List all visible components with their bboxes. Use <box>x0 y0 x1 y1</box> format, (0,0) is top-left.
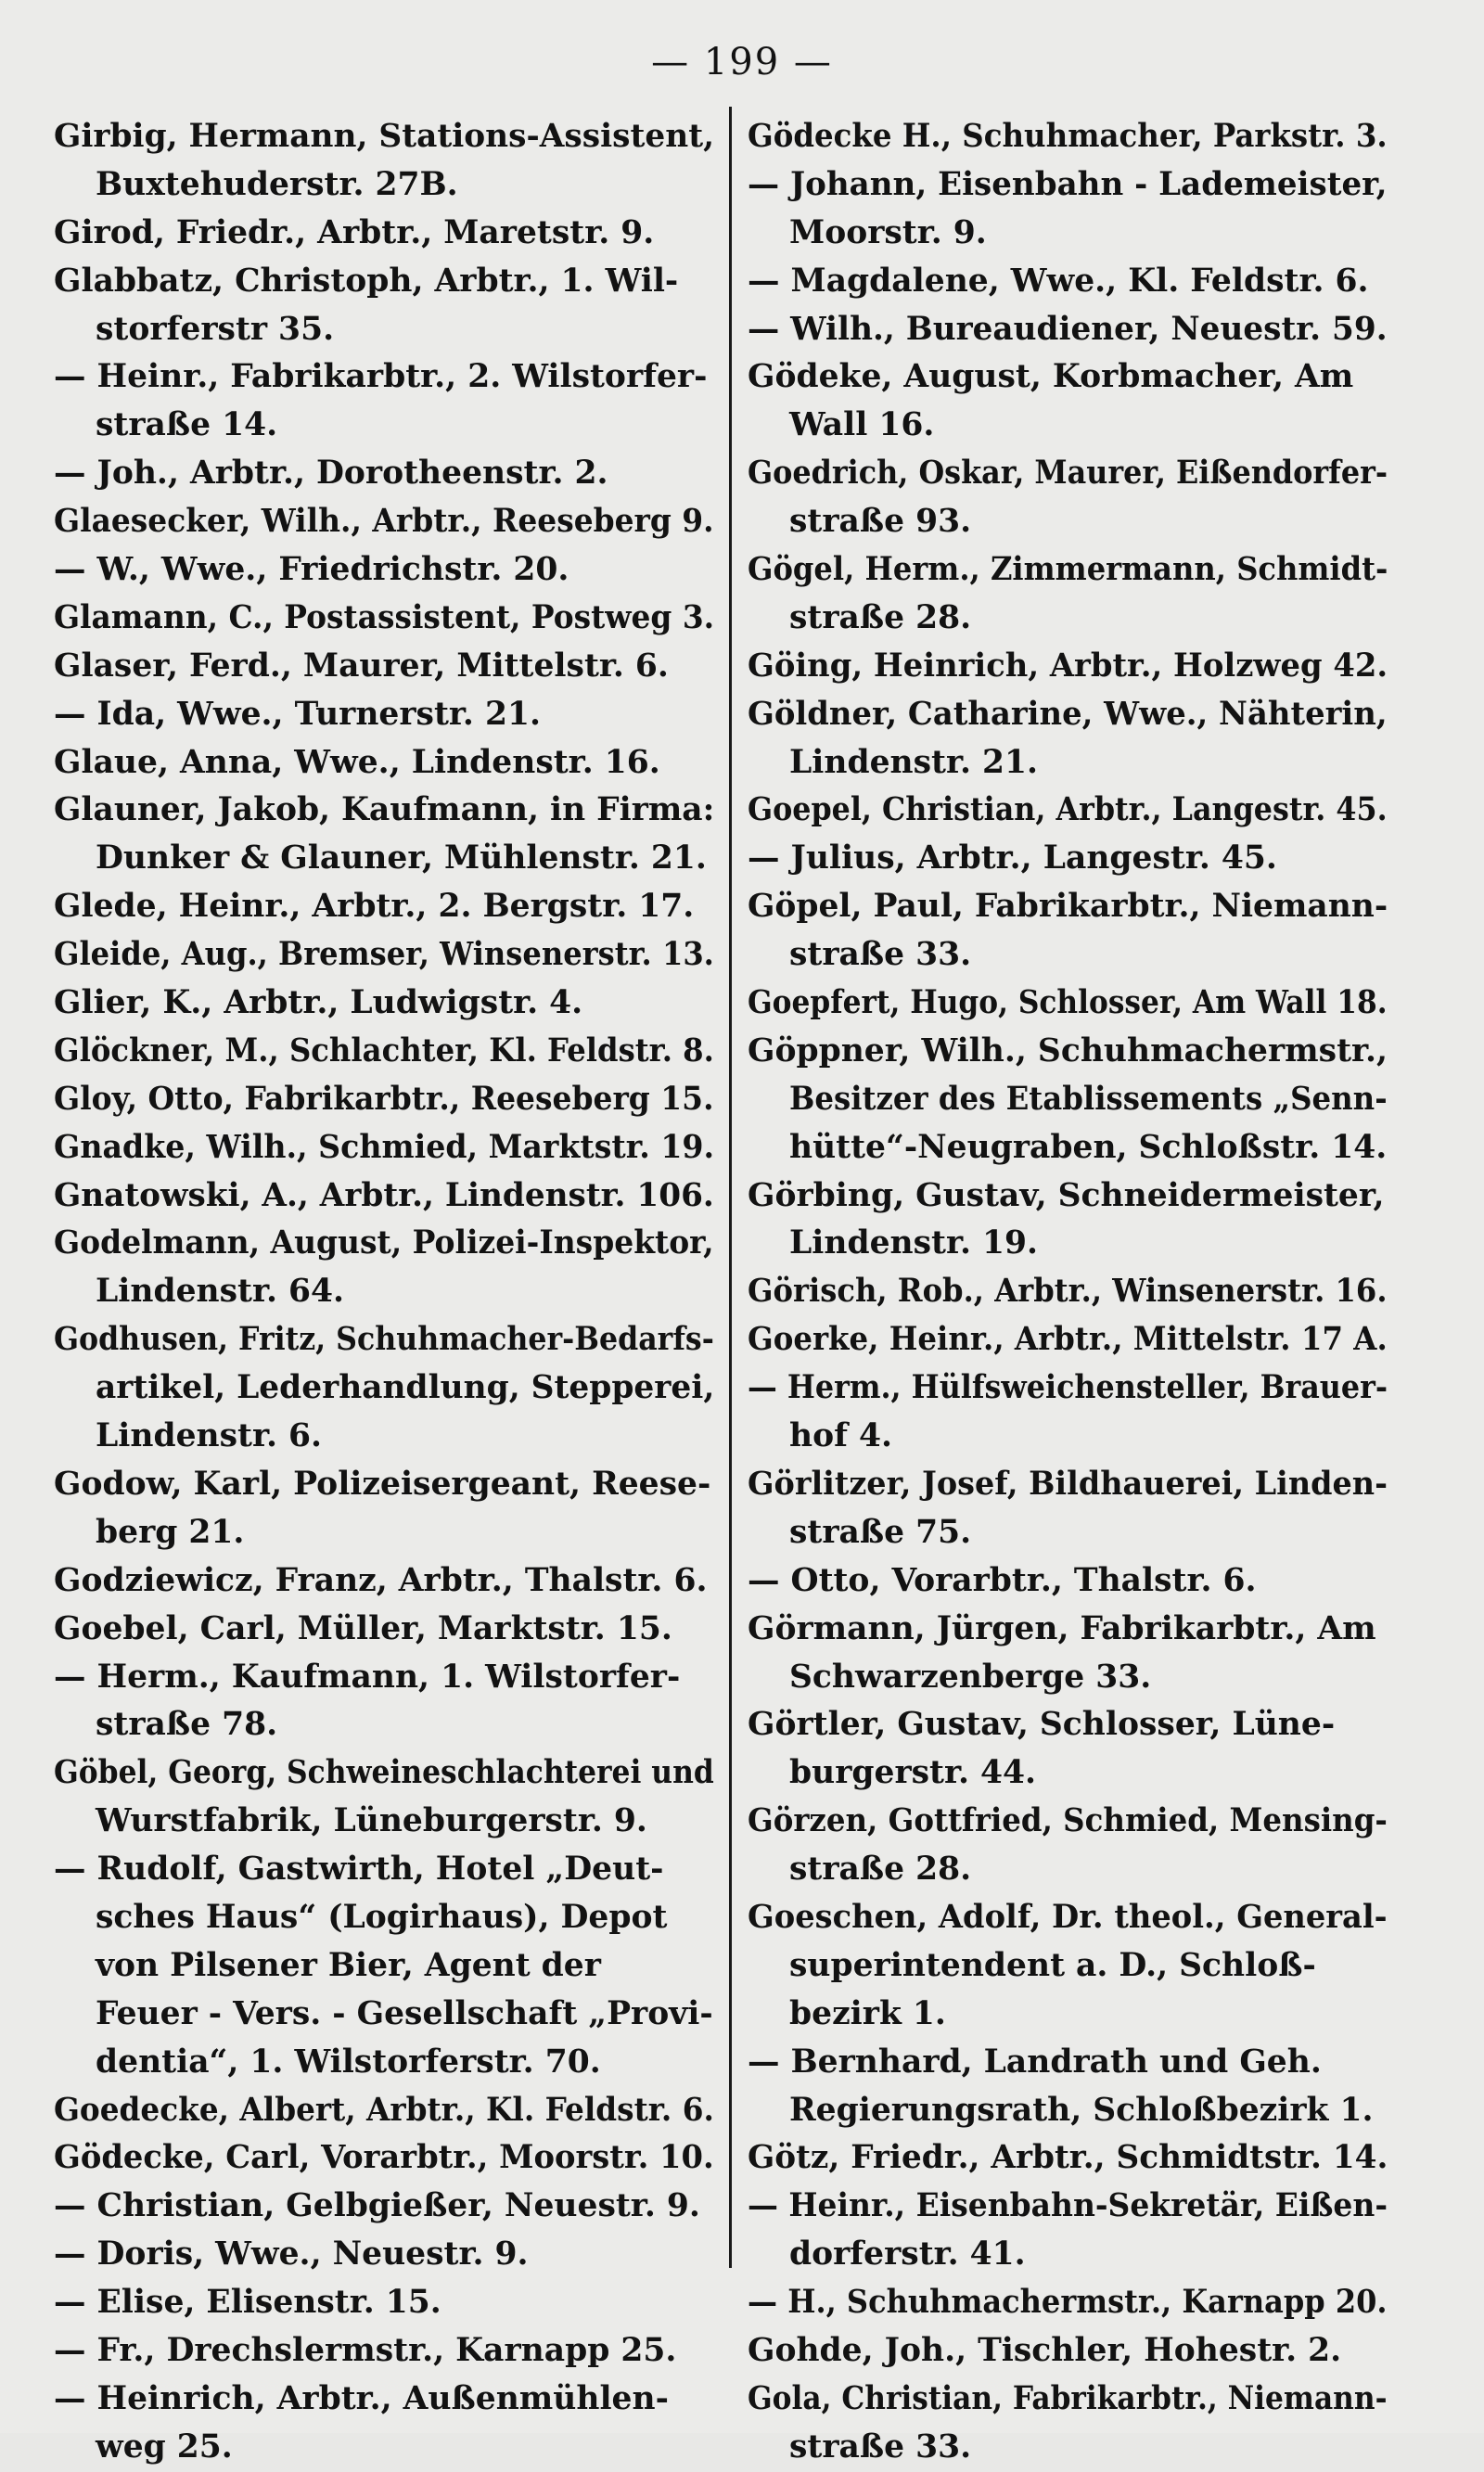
directory-entry <box>748 1701 1388 1798</box>
directory-entry <box>54 546 714 595</box>
entry-line: Godelmann, August, Polizei-Inspektor, <box>54 1224 714 1262</box>
directory-entry <box>748 1606 1388 1702</box>
entry-continuation-line: burgerstr. 44. <box>789 1754 1037 1792</box>
entry-line: Goepfert, Hugo, Schlosser, Am Wall 18. <box>748 984 1388 1022</box>
directory-entry <box>748 113 1388 161</box>
directory-entry <box>748 980 1388 1028</box>
entry-continuation-line: bezirk 1. <box>789 1994 946 2032</box>
directory-entry <box>54 258 714 354</box>
entry-continuation-line: Lindenstr. 19. <box>789 1224 1039 1262</box>
entry-line: — Ida, Wwe., Turnerstr. 21. <box>54 695 541 733</box>
entry-line: Godziewicz, Franz, Arbtr., Thalstr. 6. <box>54 1561 708 1599</box>
entry-continuation-line: Wall 16. <box>789 406 935 444</box>
directory-entry <box>748 2376 1388 2472</box>
entry-line: Göbel, Georg, Schweineschlachterei und <box>54 1754 714 1792</box>
directory-entry <box>748 2183 1388 2279</box>
entry-continuation-line: Lindenstr. 6. <box>96 1417 323 1455</box>
entry-line: Glaue, Anna, Wwe., Lindenstr. 16. <box>54 743 660 781</box>
entry-line: Goeschen, Adolf, Dr. theol., General- <box>748 1898 1388 1936</box>
directory-entry <box>54 2231 714 2279</box>
entry-line: Gleide, Aug., Bremser, Winsenerstr. 13. <box>54 936 714 974</box>
directory-entry <box>54 353 714 450</box>
entry-line: — H., Schuhmachermstr., Karnapp 20. <box>748 2284 1388 2322</box>
left-column <box>54 113 714 2472</box>
entry-line: — Otto, Vorarbtr., Thalstr. 6. <box>748 1561 1257 1599</box>
entry-line: Görisch, Rob., Arbtr., Winsenerstr. 16. <box>748 1273 1388 1311</box>
entry-continuation-line: straße 28. <box>789 1851 972 1889</box>
directory-entry <box>748 1316 1388 1364</box>
entry-continuation-line: straße 28. <box>789 598 972 636</box>
directory-entry <box>748 1268 1388 1316</box>
directory-entry <box>54 883 714 931</box>
entry-line: — Rudolf, Gastwirth, Hotel „Deut- <box>54 1851 664 1889</box>
directory-entry <box>748 883 1388 980</box>
entry-line: Göppner, Wilh., Schuhmachermstr., <box>748 1031 1388 1069</box>
entry-line: Görtler, Gustav, Schlosser, Lüne- <box>748 1706 1336 1744</box>
entry-line: Görmann, Jürgen, Fabrikarbtr., Am <box>748 1609 1376 1647</box>
entry-line: Göldner, Catharine, Wwe., Nähterin, <box>748 695 1388 733</box>
entry-continuation-line: hof 4. <box>789 1417 892 1455</box>
entry-continuation-line: Buxtehuderstr. 27B. <box>96 165 458 203</box>
directory-entry <box>748 691 1388 788</box>
page-number: — 199 — <box>651 41 833 83</box>
directory-entry <box>748 1461 1388 1557</box>
entry-continuation-line: Wurstfabrik, Lüneburgerstr. 9. <box>96 1802 647 1840</box>
entry-line: — Herm., Hülfsweichensteller, Brauer- <box>748 1369 1388 1407</box>
entry-line: Gola, Christian, Fabrikarbtr., Niemann- <box>748 2379 1388 2417</box>
directory-entry <box>748 2279 1388 2327</box>
entry-line: Gloy, Otto, Fabrikarbtr., Reeseberg 15. <box>54 1080 714 1118</box>
entry-continuation-line: hütte“-Neugraben, Schloßstr. 14. <box>789 1128 1388 1166</box>
entry-line: Görlitzer, Josef, Bildhauerei, Linden- <box>748 1465 1388 1503</box>
entry-line: Glaser, Ferd., Maurer, Mittelstr. 6. <box>54 647 669 685</box>
entry-line: Godhusen, Fritz, Schuhmacher-Bedarfs- <box>54 1321 714 1359</box>
entry-continuation-line: superintendent a. D., Schloß- <box>789 1946 1316 1984</box>
entry-line: — Johann, Eisenbahn - Lademeister, <box>748 165 1388 203</box>
directory-entry <box>54 2134 714 2183</box>
entry-line: — Magdalene, Wwe., Kl. Feldstr. 6. <box>748 262 1369 300</box>
directory-entry <box>748 353 1388 450</box>
entry-line: — Joh., Arbtr., Dorotheenstr. 2. <box>54 455 608 493</box>
directory-entry <box>54 450 714 498</box>
entry-line: Görzen, Gottfried, Schmied, Mensing- <box>748 1802 1388 1840</box>
entry-continuation-line: sches Haus“ (Logirhaus), Depot <box>96 1898 668 1936</box>
directory-entry <box>54 1028 714 1076</box>
directory-entry <box>748 1028 1388 1172</box>
entry-continuation-line: Dunker & Glauner, Mühlenstr. 21. <box>96 839 707 877</box>
entry-line: Göing, Heinrich, Arbtr., Holzweg 42. <box>748 647 1388 685</box>
entry-continuation-line: weg 25. <box>96 2427 233 2466</box>
directory-entry <box>54 691 714 739</box>
directory-entry <box>54 980 714 1028</box>
entry-continuation-line: straße 93. <box>789 503 972 541</box>
entry-line: Gödeke, August, Korbmacher, Am <box>748 358 1354 396</box>
entry-continuation-line: straße 14. <box>96 406 278 444</box>
directory-entry <box>748 546 1388 643</box>
directory-entry <box>54 1316 714 1461</box>
directory-entry <box>748 1364 1388 1461</box>
entry-line: Gnadke, Wilh., Schmied, Marktstr. 19. <box>54 1128 715 1166</box>
entry-line: Gödecke, Carl, Vorarbtr., Moorstr. 10. <box>54 2139 714 2177</box>
entry-line: Goerke, Heinr., Arbtr., Mittelstr. 17 A. <box>748 1321 1388 1359</box>
entry-line: Glaesecker, Wilh., Arbtr., Reeseberg 9. <box>54 503 714 541</box>
directory-entry <box>54 1124 714 1172</box>
directory-entry <box>748 1172 1388 1269</box>
directory-entry <box>54 113 714 210</box>
entry-line: Gögel, Herm., Zimmermann, Schmidt- <box>748 551 1388 589</box>
entry-line: Goebel, Carl, Müller, Marktstr. 15. <box>54 1609 672 1647</box>
entry-line: Glede, Heinr., Arbtr., 2. Bergstr. 17. <box>54 888 695 926</box>
directory-entry <box>748 450 1388 546</box>
directory-entry <box>748 1894 1388 2039</box>
entry-continuation-line: von Pilsener Bier, Agent der <box>96 1946 601 1984</box>
column-divider <box>729 107 732 2268</box>
directory-entry <box>54 1076 714 1124</box>
entry-line: — W., Wwe., Friedrichstr. 20. <box>54 551 569 589</box>
entry-line: Götz, Friedr., Arbtr., Schmidtstr. 14. <box>748 2139 1388 2177</box>
entry-line: — Herm., Kaufmann, 1. Wilstorfer- <box>54 1658 681 1696</box>
entry-line: — Heinr., Eisenbahn-Sekretär, Eißen- <box>748 2187 1388 2225</box>
directory-entry <box>54 2087 714 2135</box>
entry-line: — Elise, Elisenstr. 15. <box>54 2284 441 2322</box>
entry-line: Glöckner, M., Schlachter, Kl. Feldstr. 8. <box>54 1031 714 1069</box>
directory-entry <box>54 931 714 980</box>
directory-entry <box>748 1798 1388 1894</box>
directory-entry <box>54 1172 714 1221</box>
directory-entry <box>54 2183 714 2231</box>
directory-entry <box>54 1749 714 1846</box>
entry-continuation-line: artikel, Lederhandlung, Stepperei, <box>96 1369 715 1407</box>
entry-continuation-line: Feuer - Vers. - Gesellschaft „Provi- <box>96 1994 713 2032</box>
directory-entry <box>54 1220 714 1316</box>
entry-continuation-line: Moorstr. 9. <box>789 213 987 251</box>
entry-line: — Julius, Arbtr., Langestr. 45. <box>748 839 1277 877</box>
directory-entry <box>54 787 714 883</box>
entry-line: Glier, K., Arbtr., Ludwigstr. 4. <box>54 984 583 1022</box>
directory-entry <box>54 643 714 691</box>
directory-entry <box>748 258 1388 306</box>
entry-continuation-line: Besitzer des Etablissements „Senn- <box>789 1080 1388 1118</box>
directory-entry <box>54 1461 714 1557</box>
entry-continuation-line: straße 78. <box>96 1706 278 1744</box>
directory-entry <box>748 2039 1388 2135</box>
entry-line: — Doris, Wwe., Neuestr. 9. <box>54 2235 529 2273</box>
entry-line: Görbing, Gustav, Schneidermeister, <box>748 1176 1385 1214</box>
directory-entry <box>748 2327 1388 2376</box>
entry-line: — Bernhard, Landrath und Geh. <box>748 2043 1322 2081</box>
entry-line: Gohde, Joh., Tischler, Hohestr. 2. <box>748 2331 1342 2369</box>
entry-line: — Wilh., Bureaudiener, Neuestr. 59. <box>748 310 1388 348</box>
entry-line: Gödecke H., Schuhmacher, Parkstr. 3. <box>748 118 1388 155</box>
entry-continuation-line: dentia“, 1. Wilstorferstr. 70. <box>96 2043 601 2081</box>
directory-entry <box>54 2376 714 2472</box>
directory-entry <box>54 1557 714 1606</box>
entry-continuation-line: storferstr 35. <box>96 310 335 348</box>
directory-entry <box>54 210 714 258</box>
directory-entry <box>54 498 714 546</box>
directory-entry <box>748 2134 1388 2183</box>
entry-line: Godow, Karl, Polizeisergeant, Reese- <box>54 1465 711 1503</box>
directory-entry <box>54 2279 714 2327</box>
entry-line: Glabbatz, Christoph, Arbtr., 1. Wil- <box>54 262 679 300</box>
directory-entry <box>748 306 1388 354</box>
directory-entry <box>54 1606 714 1654</box>
entry-line: Göpel, Paul, Fabrikarbtr., Niemann- <box>748 888 1388 926</box>
entry-line: — Fr., Drechslermstr., Karnapp 25. <box>54 2331 677 2369</box>
entry-line: Goepel, Christian, Arbtr., Langestr. 45. <box>748 791 1388 829</box>
directory-entry <box>748 835 1388 883</box>
entry-continuation-line: berg 21. <box>96 1513 245 1551</box>
entry-line: Goedecke, Albert, Arbtr., Kl. Feldstr. 6. <box>54 2091 714 2129</box>
directory-entry <box>748 1557 1388 1606</box>
entry-continuation-line: Schwarzenberge 33. <box>789 1658 1152 1696</box>
entry-continuation-line: Lindenstr. 21. <box>789 743 1039 781</box>
entry-continuation-line: straße 33. <box>789 2427 972 2466</box>
entry-continuation-line: Regierungsrath, Schloßbezirk 1. <box>789 2091 1374 2129</box>
entry-continuation-line: straße 75. <box>789 1513 972 1551</box>
entry-line: Gnatowski, A., Arbtr., Lindenstr. 106. <box>54 1176 714 1214</box>
entry-continuation-line: Lindenstr. 64. <box>96 1273 345 1311</box>
entry-line: — Heinrich, Arbtr., Außenmühlen- <box>54 2379 669 2417</box>
directory-entry <box>54 739 714 788</box>
entry-line: Glamann, C., Postassistent, Postweg 3. <box>54 598 715 636</box>
entry-continuation-line: straße 33. <box>789 936 972 974</box>
directory-entry <box>54 595 714 643</box>
directory-entry <box>748 161 1388 258</box>
directory-entry <box>54 1846 714 2086</box>
right-column <box>748 113 1388 2472</box>
entry-line: — Heinr., Fabrikarbtr., 2. Wilstorfer- <box>54 358 708 396</box>
directory-entry <box>748 643 1388 691</box>
entry-line: Glauner, Jakob, Kaufmann, in Firma: <box>54 791 715 829</box>
entry-continuation-line: dorferstr. 41. <box>789 2235 1026 2273</box>
directory-entry <box>748 787 1388 835</box>
directory-entry <box>54 1654 714 1750</box>
entry-line: Girod, Friedr., Arbtr., Maretstr. 9. <box>54 213 655 251</box>
directory-entry <box>54 2327 714 2376</box>
entry-line: Girbig, Hermann, Stations-Assistent, <box>54 118 715 155</box>
entry-line: — Christian, Gelbgießer, Neuestr. 9. <box>54 2187 700 2225</box>
entry-line: Goedrich, Oskar, Maurer, Eißendorfer- <box>748 455 1388 493</box>
